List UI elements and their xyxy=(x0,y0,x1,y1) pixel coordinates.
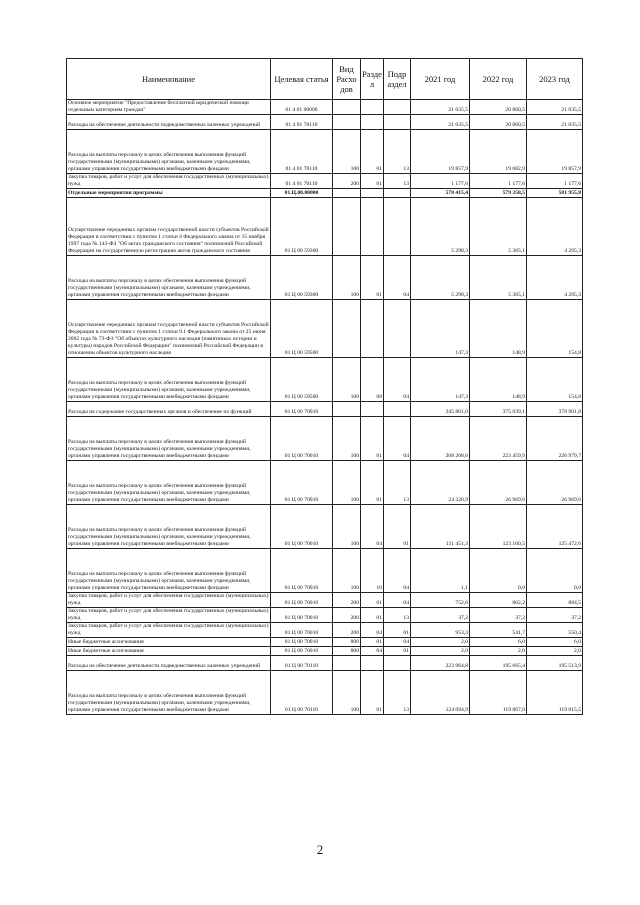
row-section: 01 xyxy=(361,417,384,461)
row-expense-type: 200 xyxy=(333,174,361,189)
row-amount-2022: 6,0 xyxy=(470,637,527,646)
row-section: 01 xyxy=(361,593,384,608)
row-subsection: 13 xyxy=(384,130,411,174)
row-subsection: 13 xyxy=(384,174,411,189)
row-expense-type: 100 xyxy=(333,130,361,174)
row-name: Расходы на выплаты персоналу в целях обеспечения выполнения функций государственными (муниципальными) органами, казенными учреждениями, органами управления государственными внебюджетными фондами xyxy=(67,256,271,300)
row-amount-2021: 578 415,4 xyxy=(411,189,470,198)
row-name: Осуществление переданных органам государственной власти субъектов Российской Федерации в соответствии с пунктом 1 статьи 9.1 Федерального закона от 25 июня 2002 года № 73-ФЗ "Об объектах культурного наследия (памятниках истории и культуры) народов Российской Федерации" полномочий Российской Федерации в отношении объектов культурного наследия xyxy=(67,300,271,358)
row-name: Закупка товаров, работ и услуг для обеспечения государственных (муниципальных) нужд xyxy=(67,622,271,637)
row-target-article: 01 4 01 70110 xyxy=(271,130,333,174)
row-section xyxy=(361,100,384,115)
row-section: 04 xyxy=(361,646,384,655)
row-amount-2023: 226 979,7 xyxy=(527,417,583,461)
row-section xyxy=(361,115,384,130)
row-name: Расходы на выплаты персоналу в целях обеспечения выполнения функций государственными (муниципальными) органами, казенными учреждениями, органами управления государственными внебюджетными фондами xyxy=(67,358,271,402)
row-amount-2021: 37,2 xyxy=(411,608,470,623)
row-amount-2021: 21 035,5 xyxy=(411,100,470,115)
row-amount-2022: 20 860,5 xyxy=(470,100,527,115)
row-section: 04 xyxy=(361,622,384,637)
row-amount-2023: 26 969,6 xyxy=(527,461,583,505)
row-subsection xyxy=(384,402,411,417)
row-amount-2023: 378 901,8 xyxy=(527,402,583,417)
row-target-article: 01 Ц 00 59500 xyxy=(271,300,333,358)
row-amount-2021: 1,1 xyxy=(411,549,470,593)
row-section: 04 xyxy=(361,505,384,549)
row-expense-type xyxy=(333,402,361,417)
row-amount-2022: 579 358,5 xyxy=(470,189,527,198)
row-amount-2022: 862,2 xyxy=(470,593,527,608)
row-expense-type xyxy=(333,655,361,670)
row-subsection: 01 xyxy=(384,622,411,637)
row-amount-2023: 2,0 xyxy=(527,646,583,655)
row-name: Основное мероприятие "Предоставление бесплатной юридической помощи отдельным категориям граждан" xyxy=(67,100,271,115)
row-expense-type: 200 xyxy=(333,622,361,637)
row-target-article: 01 Ц 00 70110 xyxy=(271,655,333,670)
row-amount-2022: 123 160,5 xyxy=(470,505,527,549)
header-2022: 2022 год xyxy=(470,59,527,100)
row-target-article: 01 Ц 00 59500 xyxy=(271,358,333,402)
row-amount-2021: 223 964,8 xyxy=(411,655,470,670)
table-row xyxy=(67,505,583,549)
row-subsection: 04 xyxy=(384,256,411,300)
table-row xyxy=(67,637,583,646)
table-row xyxy=(67,461,583,505)
header-row xyxy=(67,59,583,100)
row-name: Расходы на выплаты персоналу в целях обеспечения выполнения функций государственными (муниципальными) органами, казенными учреждениями, органами управления государственными внебюджетными фондами xyxy=(67,417,271,461)
row-section xyxy=(361,300,384,358)
row-amount-2023: 1 177,6 xyxy=(527,174,583,189)
row-name: Расходы на содержание государственных органов и обеспечение их функций xyxy=(67,402,271,417)
row-subsection xyxy=(384,115,411,130)
row-expense-type: 800 xyxy=(333,637,361,646)
row-target-article: 01 Ц 00 70010 xyxy=(271,646,333,655)
row-amount-2023: 19 857,9 xyxy=(527,130,583,174)
row-target-article: 01 Ц 00 70010 xyxy=(271,549,333,593)
row-amount-2022: 223 459,9 xyxy=(470,417,527,461)
row-amount-2023: 21 035,5 xyxy=(527,115,583,130)
row-amount-2023: 4 295,3 xyxy=(527,256,583,300)
row-amount-2021: 124 094,9 xyxy=(411,670,470,714)
row-expense-type: 100 xyxy=(333,549,361,593)
header-target-article: Целевая статья xyxy=(271,59,333,100)
row-target-article: 01 Ц 00 59300 xyxy=(271,256,333,300)
row-expense-type: 100 xyxy=(333,417,361,461)
row-name: Расходы на выплаты персоналу в целях обеспечения выполнения функций государственными (муниципальными) органами, казенными учреждениями, органами управления государственными внебюджетными фондами xyxy=(67,670,271,714)
row-subsection xyxy=(384,189,411,198)
row-subsection: 13 xyxy=(384,608,411,623)
row-name: Расходы на выплаты персоналу в целях обеспечения выполнения функций государственными (муниципальными) органами, казенными учреждениями, органами управления государственными внебюджетными фондами xyxy=(67,130,271,174)
row-expense-type: 800 xyxy=(333,646,361,655)
row-amount-2023: 154,8 xyxy=(527,300,583,358)
table-row xyxy=(67,670,583,714)
row-amount-2021: 19 857,9 xyxy=(411,130,470,174)
row-expense-type xyxy=(333,189,361,198)
table-row xyxy=(67,256,583,300)
table-row xyxy=(67,100,583,115)
row-subsection: 13 xyxy=(384,670,411,714)
row-target-article: 01 4 01 70110 xyxy=(271,174,333,189)
row-amount-2022: 195 665,4 xyxy=(470,655,527,670)
table-row xyxy=(67,646,583,655)
row-target-article: 01 Ц 00 59300 xyxy=(271,198,333,256)
row-amount-2022: 2,0 xyxy=(470,646,527,655)
table-row xyxy=(67,417,583,461)
row-name: Расходы на выплаты персоналу в целях обеспечения выполнения функций государственными (муниципальными) органами, казенными учреждениями, органами управления государственными внебюджетными фондами xyxy=(67,461,271,505)
row-target-article: 01 Ц 00 70010 xyxy=(271,461,333,505)
row-section: 01 xyxy=(361,608,384,623)
table-row xyxy=(67,402,583,417)
row-amount-2022: 26 969,6 xyxy=(470,461,527,505)
row-expense-type: 100 xyxy=(333,358,361,402)
row-section: 08 xyxy=(361,358,384,402)
row-amount-2021: 953,3 xyxy=(411,622,470,637)
row-amount-2023: 884,5 xyxy=(527,593,583,608)
row-amount-2023: 195 513,9 xyxy=(527,655,583,670)
row-section: 01 xyxy=(361,461,384,505)
row-target-article: 01 Ц 00 70010 xyxy=(271,622,333,637)
row-target-article: 01 Ц 00 70110 xyxy=(271,670,333,714)
row-name: Иные бюджетные ассигнования xyxy=(67,646,271,655)
table-row xyxy=(67,549,583,593)
table-row xyxy=(67,300,583,358)
row-target-article: 01.Ц.00.00000 xyxy=(271,189,333,198)
budget-table xyxy=(66,58,583,715)
row-amount-2022: 119 867,0 xyxy=(470,670,527,714)
row-name: Закупка товаров, работ и услуг для обеспечения государственных (муниципальных) нужд xyxy=(67,174,271,189)
row-target-article: 01 4 01 00000 xyxy=(271,100,333,115)
row-amount-2022: 541,7 xyxy=(470,622,527,637)
page-number: 2 xyxy=(316,842,324,857)
table-row xyxy=(67,174,583,189)
row-expense-type: 200 xyxy=(333,593,361,608)
row-expense-type: 200 xyxy=(333,608,361,623)
row-amount-2022: 0,0 xyxy=(470,549,527,593)
row-amount-2021: 345 801,0 xyxy=(411,402,470,417)
row-target-article: 01 4 01 70110 xyxy=(271,115,333,130)
row-section xyxy=(361,402,384,417)
table-row xyxy=(67,130,583,174)
row-expense-type xyxy=(333,100,361,115)
row-amount-2021: 147,3 xyxy=(411,300,470,358)
row-amount-2021: 1 177,6 xyxy=(411,174,470,189)
row-target-article: 01 Ц 00 70010 xyxy=(271,637,333,646)
row-amount-2022: 20 860,5 xyxy=(470,115,527,130)
row-section xyxy=(361,198,384,256)
row-expense-type: 100 xyxy=(333,461,361,505)
row-target-article: 01 Ц 00 70010 xyxy=(271,593,333,608)
row-amount-2022: 19 682,9 xyxy=(470,130,527,174)
header-section: Разде л xyxy=(361,59,384,100)
row-amount-2022: 37,2 xyxy=(470,608,527,623)
row-amount-2023: 21 035,5 xyxy=(527,100,583,115)
row-expense-type: 100 xyxy=(333,505,361,549)
row-amount-2023: 550,4 xyxy=(527,622,583,637)
row-amount-2022: 148,9 xyxy=(470,358,527,402)
row-amount-2023: 119 815,5 xyxy=(527,670,583,714)
table-row xyxy=(67,189,583,198)
row-expense-type: 100 xyxy=(333,670,361,714)
row-amount-2021: 24 328,9 xyxy=(411,461,470,505)
row-amount-2022: 375 039,1 xyxy=(470,402,527,417)
row-name: Закупка товаров, работ и услуг для обеспечения государственных (муниципальных) нужд xyxy=(67,608,271,623)
row-target-article: 01 Ц 00 70010 xyxy=(271,505,333,549)
row-name: Расходы на обеспечение деятельности подведомственных казенных учреждений xyxy=(67,655,271,670)
row-expense-type xyxy=(333,300,361,358)
header-name: Наименование xyxy=(67,59,271,100)
header-2021: 2021 год xyxy=(411,59,470,100)
row-name: Расходы на выплаты персоналу в целях обеспечения выполнения функций государственными (муниципальными) органами, казенными учреждениями, органами управления государственными внебюджетными фондами xyxy=(67,549,271,593)
row-amount-2022: 1 177,6 xyxy=(470,174,527,189)
row-subsection: 01 xyxy=(384,505,411,549)
row-amount-2022: 5 365,1 xyxy=(470,198,527,256)
row-amount-2021: 208 268,6 xyxy=(411,417,470,461)
row-name: Иные бюджетные ассигнования xyxy=(67,637,271,646)
row-section: 01 xyxy=(361,130,384,174)
row-amount-2021: 5 298,3 xyxy=(411,256,470,300)
row-target-article: 01 Ц 00 70010 xyxy=(271,608,333,623)
row-subsection: 04 xyxy=(384,358,411,402)
row-amount-2023: 4 295,3 xyxy=(527,198,583,256)
row-amount-2021: 21 035,5 xyxy=(411,115,470,130)
row-section xyxy=(361,189,384,198)
row-amount-2023: 154,8 xyxy=(527,358,583,402)
row-section: 01 xyxy=(361,670,384,714)
row-subsection: 04 xyxy=(384,637,411,646)
row-section: 01 xyxy=(361,256,384,300)
row-expense-type: 100 xyxy=(333,256,361,300)
row-amount-2022: 5 365,1 xyxy=(470,256,527,300)
row-amount-2021: 2,0 xyxy=(411,646,470,655)
row-target-article: 01 Ц 00 70010 xyxy=(271,402,333,417)
row-amount-2023: 125 472,6 xyxy=(527,505,583,549)
row-amount-2023: 581 955,8 xyxy=(527,189,583,198)
row-target-article: 01 Ц 00 70010 xyxy=(271,417,333,461)
row-amount-2023: 6,0 xyxy=(527,637,583,646)
header-2023: 2023 год xyxy=(527,59,583,100)
row-subsection xyxy=(384,300,411,358)
row-name: Расходы на выплаты персоналу в целях обеспечения выполнения функций государственными (муниципальными) органами, казенными учреждениями, органами управления государственными внебюджетными фондами xyxy=(67,505,271,549)
row-amount-2023: 0,0 xyxy=(527,549,583,593)
row-subsection: 01 xyxy=(384,646,411,655)
row-name: Закупка товаров, работ и услуг для обеспечения государственных (муниципальных) нужд xyxy=(67,593,271,608)
table-row xyxy=(67,593,583,608)
table-row xyxy=(67,115,583,130)
table-row xyxy=(67,655,583,670)
row-expense-type xyxy=(333,198,361,256)
header-expense-type: Вид Расхо дов xyxy=(333,59,361,100)
row-subsection: 04 xyxy=(384,593,411,608)
row-expense-type xyxy=(333,115,361,130)
table-row xyxy=(67,622,583,637)
row-subsection: 04 xyxy=(384,417,411,461)
table-body xyxy=(67,100,583,715)
row-amount-2021: 5 298,3 xyxy=(411,198,470,256)
row-section: 01 xyxy=(361,637,384,646)
table-row xyxy=(67,608,583,623)
row-subsection: 13 xyxy=(384,461,411,505)
row-amount-2021: 111 451,3 xyxy=(411,505,470,549)
row-amount-2021: 147,3 xyxy=(411,358,470,402)
row-subsection xyxy=(384,655,411,670)
row-name: Расходы на обеспечение деятельности подведомственных казенных учреждений xyxy=(67,115,271,130)
row-subsection xyxy=(384,198,411,256)
table-row xyxy=(67,358,583,402)
row-subsection: 04 xyxy=(384,549,411,593)
row-subsection xyxy=(384,100,411,115)
header-subsection: Подр аздел xyxy=(384,59,411,100)
row-name: Отдельные мероприятия программы xyxy=(67,189,271,198)
row-name: Осуществление переданных органам государственной власти субъектов Российской Федерации в соответствии с пунктом 1 статьи 4 Федерального закона от 15 ноября 1997 года № 143-ФЗ "Об актах гражданского состояния" полномочий Российской Федерации на государственную регистрацию актов гражданского состояния xyxy=(67,198,271,256)
row-amount-2021: 752,6 xyxy=(411,593,470,608)
row-amount-2023: 37,2 xyxy=(527,608,583,623)
row-amount-2021: 2,0 xyxy=(411,637,470,646)
row-amount-2022: 148,9 xyxy=(470,300,527,358)
row-section: 01 xyxy=(361,174,384,189)
row-section xyxy=(361,655,384,670)
table-row xyxy=(67,198,583,256)
row-section: 10 xyxy=(361,549,384,593)
